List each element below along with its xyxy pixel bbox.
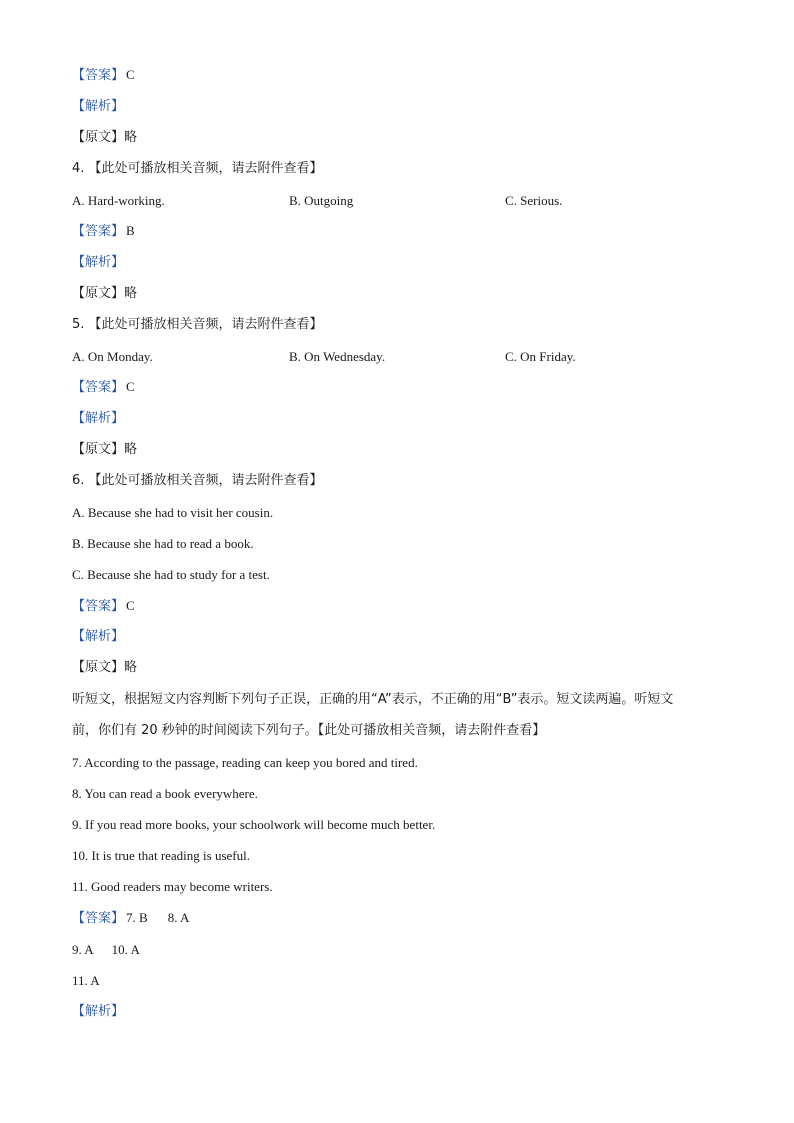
section-instructions-line-1: 听短文，根据短文内容判断下列句子正误，正确的用“A”表示，不正确的用“B”表示。短文读两遍。听短文: [72, 692, 674, 707]
original-label: 【原文】: [72, 286, 125, 301]
answer-value: C: [126, 67, 135, 82]
original-line-q6: [72, 659, 137, 677]
question-5-prompt: 5. 【此处可播放相关音频，请去附件查看】: [72, 317, 323, 332]
answer-line-section-2: [72, 941, 140, 960]
answer-label: 【答案】: [72, 224, 125, 239]
q6-option-b: B. Because she had to read a book.: [72, 536, 254, 551]
q6-option-c: C. Because she had to study for a test.: [72, 567, 270, 582]
answer-value: C: [126, 379, 135, 394]
original-label: 【原文】: [72, 660, 125, 675]
question-6-prompt: 6. 【此处可播放相关音频，请去附件查看】: [72, 473, 323, 488]
question-4-prompt: 4. 【此处可播放相关音频，请去附件查看】: [72, 161, 323, 176]
section-instructions-line-2: 前，你们有 20 秒钟的时间阅读下列句子。【此处可播放相关音频，请去附件查看】: [72, 723, 546, 738]
answer-label: 【答案】: [72, 68, 125, 83]
analysis-line-q3: [72, 98, 124, 116]
analysis-line-q6: [72, 628, 124, 646]
analysis-label: 【解析】: [72, 255, 125, 270]
analysis-line-section: [72, 1003, 124, 1021]
answer-8: 8. A: [167, 910, 190, 925]
analysis-label: 【解析】: [72, 411, 125, 426]
original-line-q4: [72, 285, 137, 303]
q4-option-a: A. Hard-working.: [72, 193, 165, 208]
answer-label: 【答案】: [72, 599, 125, 614]
analysis-line-q5: [72, 410, 124, 428]
answer-9: 9. A: [72, 942, 94, 957]
answer-10: 10. A: [111, 942, 140, 957]
original-value: 略: [124, 130, 138, 145]
analysis-label: 【解析】: [72, 1004, 125, 1019]
statement-8: 8. You can read a book everywhere.: [72, 786, 258, 801]
original-line-q3: [72, 129, 137, 147]
answer-line-q4: [72, 222, 135, 241]
answer-value: C: [126, 598, 135, 613]
original-value: 略: [124, 660, 138, 675]
statement-9: 9. If you read more books, your schoolwork will become much better.: [72, 817, 436, 832]
answer-label: 【答案】: [72, 911, 125, 926]
analysis-label: 【解析】: [72, 99, 125, 114]
original-value: 略: [124, 286, 138, 301]
original-value: 略: [124, 442, 138, 457]
original-label: 【原文】: [72, 442, 125, 457]
answer-label: 【答案】: [72, 380, 125, 395]
answer-line-section: [72, 909, 189, 928]
q5-option-c: C. On Friday.: [505, 349, 576, 364]
answer-7: 7. B: [126, 910, 148, 925]
statement-10: 10. It is true that reading is useful.: [72, 848, 250, 863]
answer-line-q6: [72, 597, 135, 616]
statement-7: 7. According to the passage, reading can keep you bored and tired.: [72, 755, 418, 770]
q4-option-b: B. Outgoing: [289, 193, 354, 208]
answer-value: B: [126, 223, 135, 238]
original-line-q5: [72, 441, 137, 459]
answer-line-q3: [72, 66, 135, 85]
original-label: 【原文】: [72, 130, 125, 145]
analysis-label: 【解析】: [72, 629, 125, 644]
q5-option-a: A. On Monday.: [72, 349, 153, 364]
q5-option-b: B. On Wednesday.: [289, 349, 386, 364]
q4-option-c: C. Serious.: [505, 193, 563, 208]
analysis-line-q4: [72, 254, 124, 272]
statement-11: 11. Good readers may become writers.: [72, 879, 273, 894]
q6-option-a: A. Because she had to visit her cousin.: [72, 505, 274, 520]
answer-line-q5: [72, 378, 135, 397]
answer-11: 11. A: [72, 973, 100, 988]
